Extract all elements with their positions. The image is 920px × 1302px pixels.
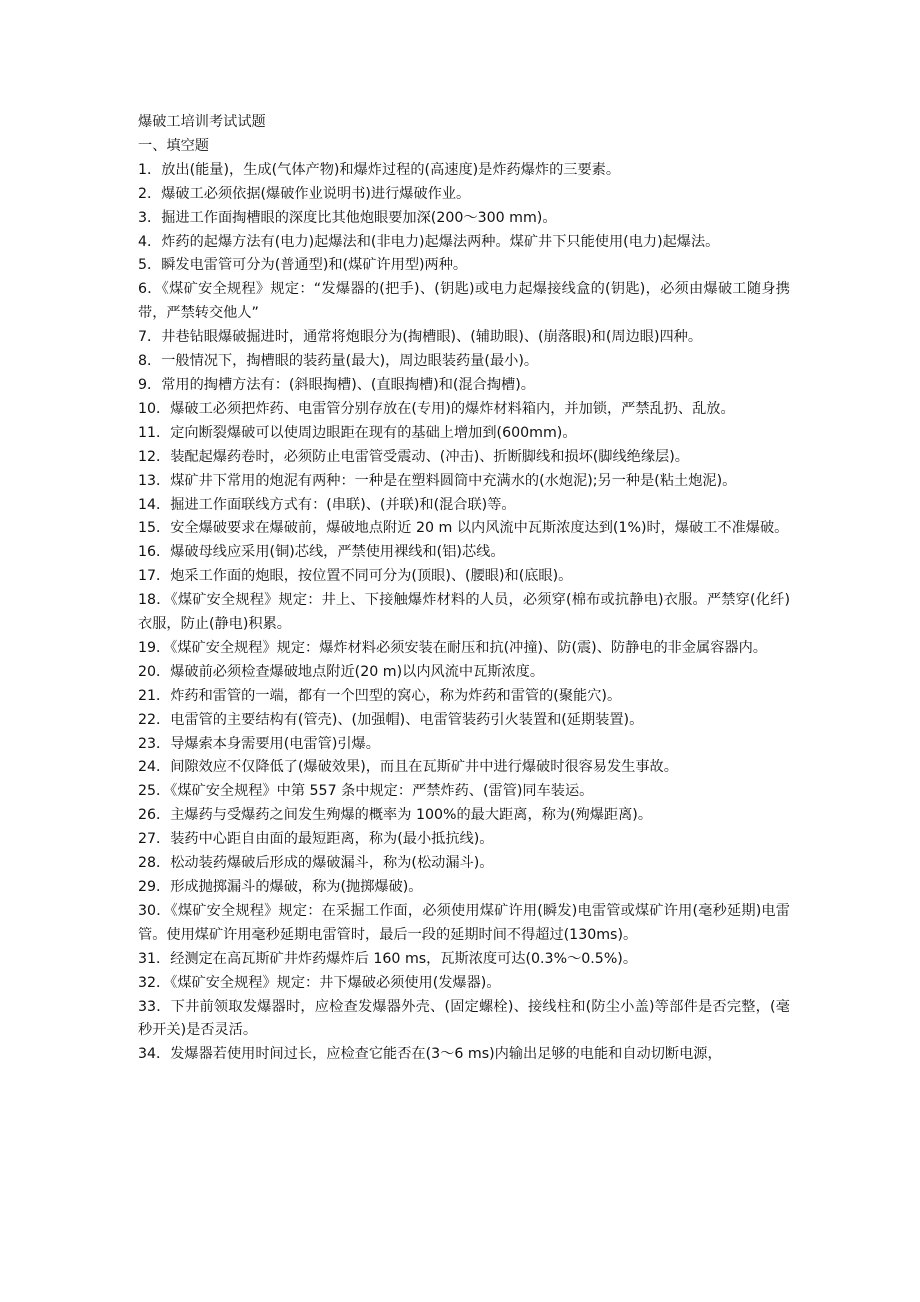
question-item: 30．《煤矿安全规程》规定：在采掘工作面，必须使用煤矿许用(瞬发)电雷管或煤矿许用(毫秒延期)电雷管。使用煤矿许用毫秒延期电雷管时，最后一段的延期时间不得超过(130ms)。 xyxy=(138,902,790,943)
question-item: 3．掘进工作面掏槽眼的深度比其他炮眼要加深(200～300 mm)。 xyxy=(138,209,557,226)
question-item: 7．井巷钻眼爆破掘进时，通常将炮眼分为(掏槽眼)、(辅助眼)、(崩落眼)和(周边眼)四种。 xyxy=(138,329,703,346)
question-item: 19．《煤矿安全规程》规定：爆炸材料必须安装在耐压和抗(冲撞)、防(震)、防静电的非金属容器内。 xyxy=(138,639,767,656)
question-item: 22．电雷管的主要结构有(管壳)、(加强帽)、电雷管装药引火装置和(延期装置)。 xyxy=(138,711,644,728)
question-item: 10．爆破工必须把炸药、电雷管分别存放在(专用)的爆炸材料箱内，并加锁，严禁乱扔、乱放。 xyxy=(138,400,735,417)
question-item: 29．形成抛掷漏斗的爆破，称为(抛掷爆破)。 xyxy=(138,879,423,895)
question-item: 26．主爆药与受爆药之间发生殉爆的概率为 100%的最大距离，称为(殉爆距离)。 xyxy=(138,807,653,824)
question-item: 32．《煤矿安全规程》规定：井下爆破必须使用(发爆器)。 xyxy=(138,974,501,991)
question-item: 23．导爆索本身需要用(电雷管)引爆。 xyxy=(138,735,380,752)
question-item: 20．爆破前必须检查爆破地点附近(20 m)以内风流中瓦斯浓度。 xyxy=(138,663,545,680)
question-item: 4．炸药的起爆方法有(电力)起爆法和(非电力)起爆法两种。煤矿井下只能使用(电力)起爆法。 xyxy=(138,233,720,250)
question-item: 18．《煤矿安全规程》规定：井上、下接触爆炸材料的人员，必须穿(棉布或抗静电)衣服。严禁穿(化纤)衣服，防止(静电)积累。 xyxy=(138,592,790,633)
question-item: 12．装配起爆药卷时，必须防止电雷管受震动、(冲击)、折断脚线和损坏(脚线绝缘层)。 xyxy=(138,448,689,465)
question-item: 15．安全爆破要求在爆破前，爆破地点附近 20 m 以内风流中瓦斯浓度达到(1%)时，爆破工不准爆破。 xyxy=(138,520,789,537)
question-item: 11．定向断裂爆破可以使周边眼距在现有的基础上增加到(600mm)。 xyxy=(138,424,577,441)
question-item: 9．常用的掏槽方法有：(斜眼掏槽)、(直眼掏槽)和(混合掏槽)。 xyxy=(138,376,535,393)
question-item: 25．《煤矿安全规程》中第 557 条中规定：严禁炸药、(雷管)同车装运。 xyxy=(138,783,594,800)
question-item: 14．掘进工作面联线方式有：(串联)、(并联)和(混合联)等。 xyxy=(138,496,516,513)
question-item: 1．放出(能量)，生成(气体产物)和爆炸过程的(高速度)是炸药爆炸的三要素。 xyxy=(138,161,621,178)
question-item: 6．《煤矿安全规程》规定：“发爆器的(把手)、(钥匙)或电力起爆接线盒的(钥匙)，必须由爆破工随身携带，严禁转交他人” xyxy=(138,281,790,322)
question-item: 31．经测定在高瓦斯矿井炸药爆炸后 160 ms，瓦斯浓度可达(0.3%～0.5%)。 xyxy=(138,950,638,967)
question-item: 33．下井前领取发爆器时，应检查发爆器外壳、(固定螺栓)、接线柱和(防尘小盖)等部件是否完整，(毫秒开关)是否灵活。 xyxy=(138,998,790,1039)
document-title: 爆破工培训考试试题 xyxy=(138,114,266,130)
question-item: 34．发爆器若使用时间过长，应检查它能否在(3～6 ms)内输出足够的电能和自动切断电源， xyxy=(138,1046,722,1063)
question-item: 27．装药中心距自由面的最短距离，称为(最小抵抗线)。 xyxy=(138,831,494,848)
document-page xyxy=(138,111,790,1067)
question-list xyxy=(138,159,790,1067)
question-item: 17．炮采工作面的炮眼，按位置不同可分为(顶眼)、(腰眼)和(底眼)。 xyxy=(138,568,573,585)
question-item: 21．炸药和雷管的一端，都有一个凹型的窝心，称为炸药和雷管的(聚能穴)。 xyxy=(138,687,622,704)
section-heading: 一、填空题 xyxy=(138,137,209,154)
question-item: 13．煤矿井下常用的炮泥有两种：一种是在塑料圆筒中充满水的(水炮泥);另一种是(粘土炮泥)。 xyxy=(138,472,737,489)
question-item: 8．一般情况下，掏槽眼的装药量(最大)，周边眼装药量(最小)。 xyxy=(138,353,539,370)
question-item: 5．瞬发电雷管可分为(普通型)和(煤矿许用型)两种。 xyxy=(138,257,468,274)
question-item: 2．爆破工必须依据(爆破作业说明书)进行爆破作业。 xyxy=(138,185,471,202)
question-item: 16．爆破母线应采用(铜)芯线，严禁使用裸线和(铝)芯线。 xyxy=(138,544,505,561)
question-item: 24．间隙效应不仅降低了(爆破效果)，而且在瓦斯矿井中进行爆破时很容易发生事故。 xyxy=(138,759,678,776)
question-item: 28．松动装药爆破后形成的爆破漏斗，称为(松动漏斗)。 xyxy=(138,855,494,872)
